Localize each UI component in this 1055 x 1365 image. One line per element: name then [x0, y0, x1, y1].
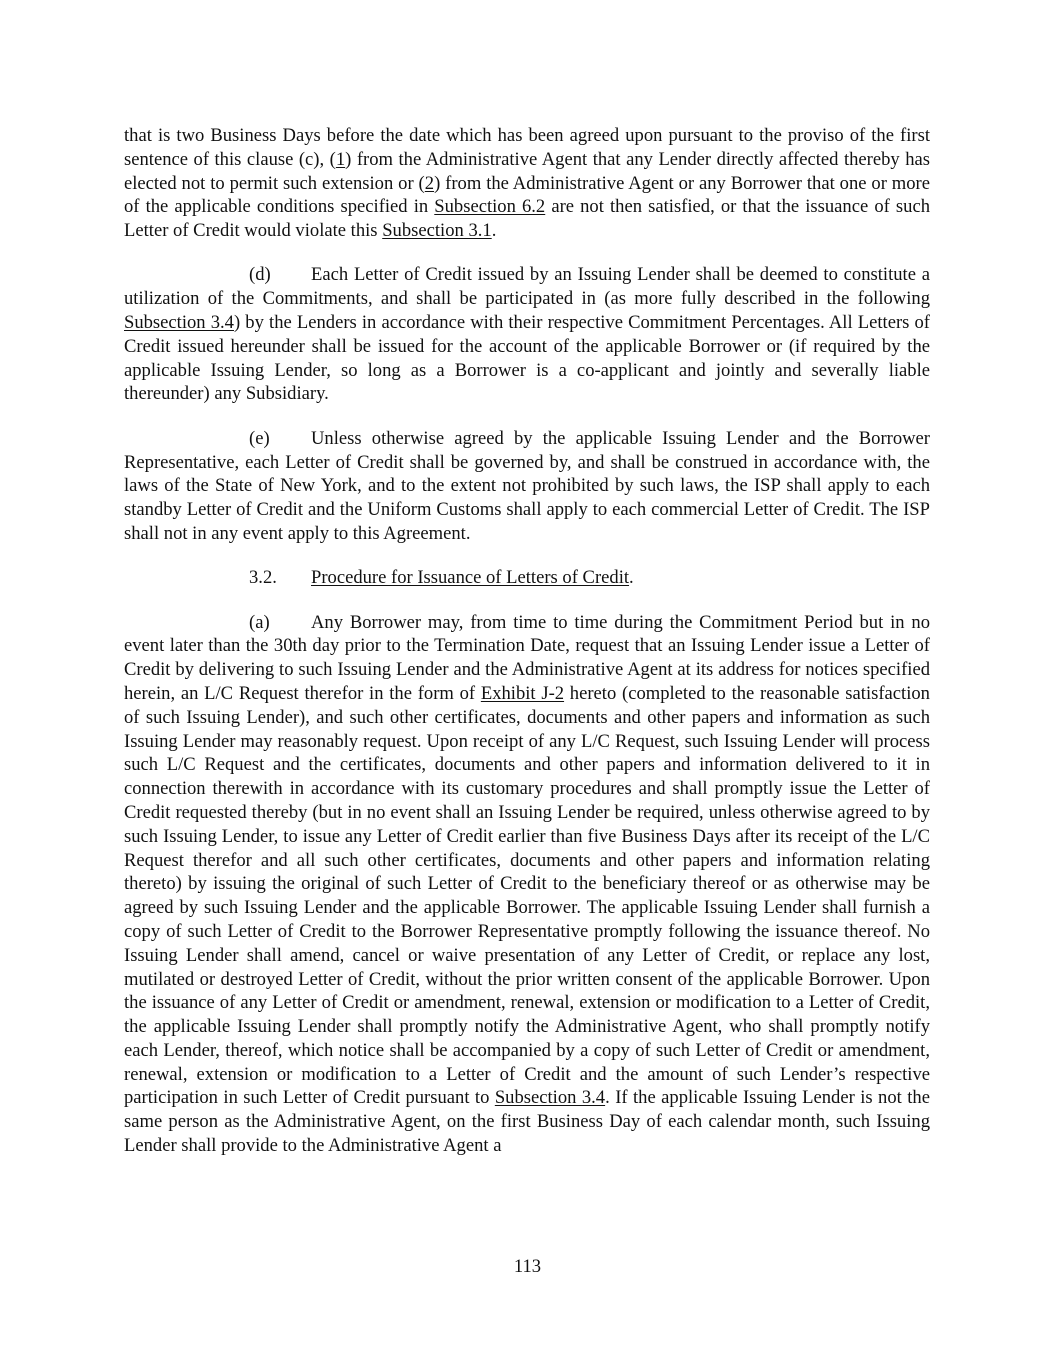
paragraph-label: (e) — [249, 427, 270, 449]
clause-number: 2 — [424, 172, 435, 194]
section-title: Procedure for Issuance of Letters of Credit — [311, 567, 630, 589]
paragraph-label: (d) — [249, 264, 271, 286]
cross-reference: Subsection 3.4 — [124, 312, 234, 334]
paragraph-label: (a) — [249, 611, 270, 633]
text: ) from the Administrative Agent or any Borrower that one or more of the applicable conditions specified in — [124, 172, 931, 218]
text: hereto (completed to the reasonable satisfaction of such Issuing Lender), and such other certificates, documents and other papers and information as such Issuing Lender may reasonably request. Upon receipt of any L/C Request, such Issuing Lender will process such L/C Request and the certificates, documents and other papers and information delivered to it in connection therewith in accordance with its customary procedures and shall promptly issue the Letter of Credit requested thereby (but in no event shall an Issuing Lender be required, unless otherwise agreed to by such Issuing Lender, to issue any Letter of Credit earlier than five Business Days after its receipt of the L/C Request therefor and all such other certificates, documents and other papers and information relating thereto) by issuing the original of such Letter of Credit to the beneficiary thereof or as otherwise may be agreed by such Issuing Lender and the applicable Borrower. The applicable Issuing Lender shall furnish a copy of such Letter of Credit to the Borrower Representative promptly following the issuance thereof. No Issuing Lender shall amend, cancel or waive presentation of any Letter of Credit, or replace any lost, mutilated or destroyed Letter of Credit, without the prior written consent of the applicable Borrower. Upon the issuance of any Letter of Credit or amendment, renewal, extension or modification to a Letter of Credit, the applicable Issuing Lender shall promptly notify the Administrative Agent, who shall promptly notify each Lender, thereof, which notice shall be accompanied by a copy of such Letter of Credit or amendment, renewal, extension or modification to a Letter of Credit and the amount of such Lender’s respective participation in such Letter of Credit pursuant to — [124, 682, 930, 1109]
text: ) by the Lenders in accordance with their respective Commitment Percentages. All Letters of Credit issued hereunder shall be issued for the account of the applicable Borrower or (if required by the applicable Issuing Lender, so long as a Borrower is a co-applicant and jointly and severally liable thereunder) any Subsidiary. — [124, 312, 931, 405]
text: are not then satisfied, or that the issuance of such Letter of Credit would violate this — [124, 196, 930, 242]
document-body — [124, 124, 930, 1178]
cross-reference: Subsection 3.4 — [494, 1087, 606, 1109]
cross-reference: Subsection 3.1 — [382, 220, 492, 242]
paragraph-continuation — [124, 124, 930, 243]
text: . — [491, 220, 497, 242]
text: . If the applicable Issuing Lender is not the same person as the Administrative Agent, on the first Business Day of each calendar month, such Issuing Lender shall provide to the Administrative Agent a — [124, 1087, 930, 1157]
text: . — [629, 567, 634, 589]
text: Any Borrower may, from time to time during the Commitment Period but in no event later than the 30th day prior to the Termination Date, request that an Issuing Lender issue a Letter of Credit by delivering to such Issuing Lender and the Administrative Agent at its address for notices specified herein, an L/C Request therefor in the form of — [124, 611, 930, 704]
page-number: 113 — [513, 1256, 542, 1277]
clause-number: 1 — [335, 148, 346, 170]
section-heading — [124, 566, 930, 590]
text: Unless otherwise agreed by the applicable Issuing Lender and the Borrower Representative, each Letter of Credit shall be governed by, and shall be construed in accordance with, the laws of the State of New York, and to the extent not prohibited by such laws, the ISP shall apply to each standby Letter of Credit and the Uniform Customs shall apply to each commercial Letter of Credit. The ISP shall not in any event apply to this Agreement. — [124, 427, 930, 544]
cross-reference: Exhibit J-2 — [480, 682, 565, 704]
cross-reference: Subsection 6.2 — [434, 196, 546, 218]
text: Each Letter of Credit issued by an Issuing Lender shall be deemed to constitute a utilization of the Commitments, and shall be participated in (as more fully described in the following — [124, 264, 930, 310]
section-number: 3.2. — [249, 567, 277, 589]
paragraph-a — [124, 611, 930, 1158]
paragraph-d — [124, 263, 930, 406]
text: ) from the Administrative Agent that any Lender directly affected thereby has elected not to permit such extension or ( — [124, 148, 930, 194]
text: that is two Business Days before the date which has been agreed upon pursuant to the proviso of the first sentence of this clause (c), ( — [124, 125, 930, 170]
paragraph-e — [124, 427, 930, 546]
